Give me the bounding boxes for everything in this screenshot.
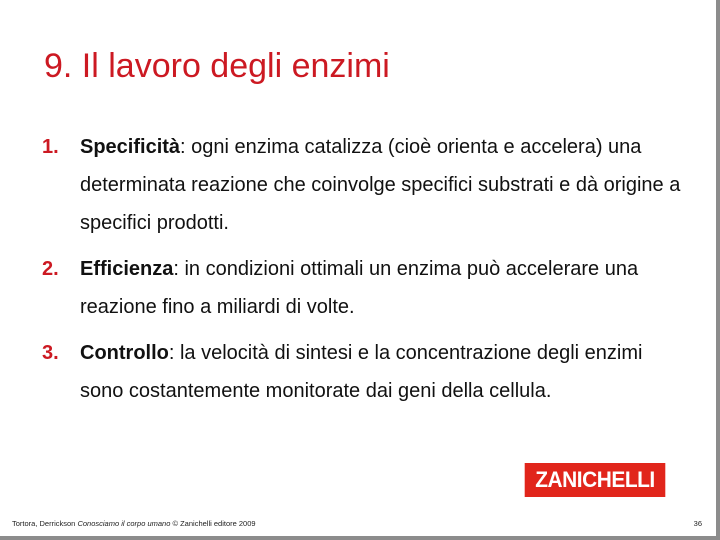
page-number: 36 [693,519,702,528]
list-item-term: Efficienza [80,258,174,280]
footer-authors: Tortora, Derrickson [12,519,78,528]
numbered-list [42,128,682,418]
list-item [42,250,682,326]
list-item [42,334,682,410]
list-item-number: 1. [42,136,59,158]
footer-credit [12,519,256,528]
list-item-term: Controllo [80,342,169,364]
list-item-number: 2. [42,258,59,280]
zanichelli-logo: ZANICHELLI [525,463,666,497]
list-item [42,128,682,242]
footer-publisher: © Zanichelli editore 2009 [170,519,256,528]
footer-book-title: Conosciamo il corpo umano [77,519,171,528]
list-item-term: Specificità [80,136,181,158]
list-item-number: 3. [42,342,59,364]
slide-title: 9. Il lavoro degli enzimi [44,47,390,85]
list-item-text: : la velocità di sintesi e la concentrazione degli enzimi sono costantemente monitorate dai geni della cellula. [80,342,643,402]
list-item-text: : in condizioni ottimali un enzima può accelerare una reazione fino a miliardi di volte. [80,258,639,318]
list-item-text: : ogni enzima catalizza (cioè orienta e accelera) una determinata reazione che coinvolge specifici substrati e dà origine a specifici prodotti. [80,136,681,234]
